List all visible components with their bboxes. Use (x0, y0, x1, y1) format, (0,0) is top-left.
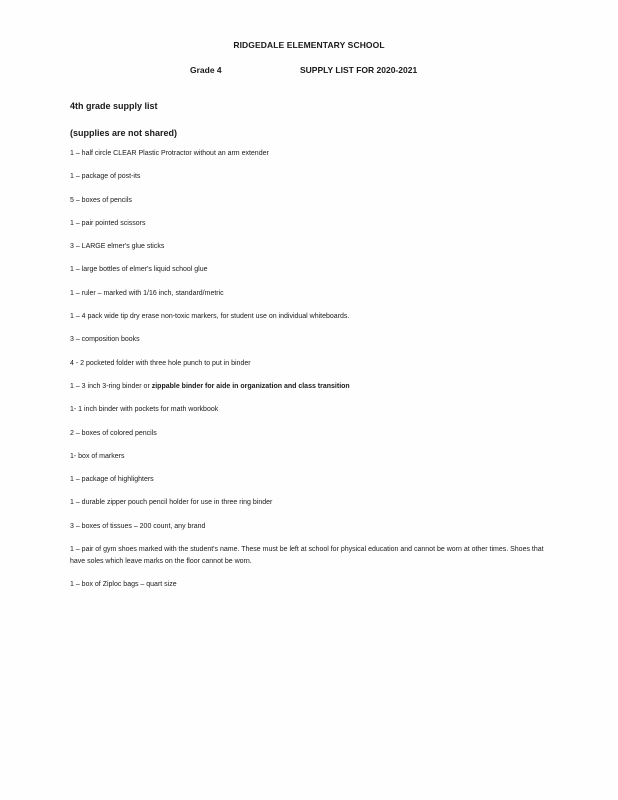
list-heading: 4th grade supply list (70, 101, 158, 111)
supply-item-text: 4 - 2 pocketed folder with three hole punch to put in binder (70, 359, 251, 367)
supply-item-text: 1 – box of Ziploc bags – quart size (70, 580, 177, 588)
supply-item-text: 2 – boxes of colored pencils (70, 429, 157, 437)
supply-item-text: 3 – LARGE elmer's glue sticks (70, 243, 165, 251)
school-name: RIDGEDALE ELEMENTARY SCHOOL (233, 40, 385, 50)
supply-item (70, 358, 560, 370)
supply-item (70, 497, 560, 509)
supply-item (70, 404, 560, 416)
supply-item-text: 1 – package of highlighters (70, 476, 154, 484)
supply-list (70, 148, 560, 602)
supply-item (70, 521, 560, 533)
supply-item (70, 288, 560, 300)
supply-item (70, 451, 560, 463)
supply-item-text: 1 – large bottles of elmer's liquid school glue (70, 266, 208, 274)
not-shared-note: (supplies are not shared) (70, 128, 178, 138)
supply-item-text: 1- 1 inch binder with pockets for math workbook (70, 406, 219, 414)
supply-item-text: 5 – boxes of pencils (70, 196, 132, 204)
supply-item-text: 1 – pair pointed scissors (70, 219, 146, 227)
supply-item-text: 3 – boxes of tissues – 200 count, any brand (70, 522, 206, 530)
supply-item-text: 3 – composition books (70, 336, 140, 344)
supply-item-text: 1 – pair of gym shoes marked with the student's name. These must be left at school for physical education and cannot be worn at other times. Shoes that have soles which leave marks on the floor cannot be worn. (70, 546, 544, 565)
supply-item-text: 1 – durable zipper pouch pencil holder for use in three ring binder (70, 499, 273, 507)
supply-item (70, 311, 560, 323)
supply-item-text: 1 – half circle CLEAR Plastic Protractor without an arm extender (70, 150, 269, 157)
supply-item-text: 1 – 4 pack wide tip dry erase non-toxic markers, for student use on individual whiteboards. (70, 313, 350, 321)
supply-item (70, 474, 560, 486)
supply-item (70, 544, 560, 567)
supply-item (70, 171, 560, 183)
supply-item (70, 218, 560, 230)
supply-item-text: 1- box of markers (70, 452, 125, 460)
supply-list-title: SUPPLY LIST FOR 2020-2021 (300, 65, 418, 75)
supply-item-text: 1 – package of post-its (70, 173, 141, 181)
supply-item (70, 334, 560, 346)
supply-item (70, 241, 560, 253)
supply-item (70, 428, 560, 440)
supply-item (70, 579, 560, 591)
supply-item (70, 195, 560, 207)
supply-item (70, 264, 560, 276)
supply-item-text: 1 – 3 inch 3-ring binder or (70, 382, 152, 390)
grade-label: Grade 4 (190, 65, 222, 75)
supply-item-text: 1 – ruler – marked with 1/16 inch, standard/metric (70, 289, 224, 297)
supply-item (70, 381, 560, 393)
supply-item-emphasis: zippable binder for aide in organization and class transition (151, 382, 350, 390)
supply-item (70, 148, 560, 160)
